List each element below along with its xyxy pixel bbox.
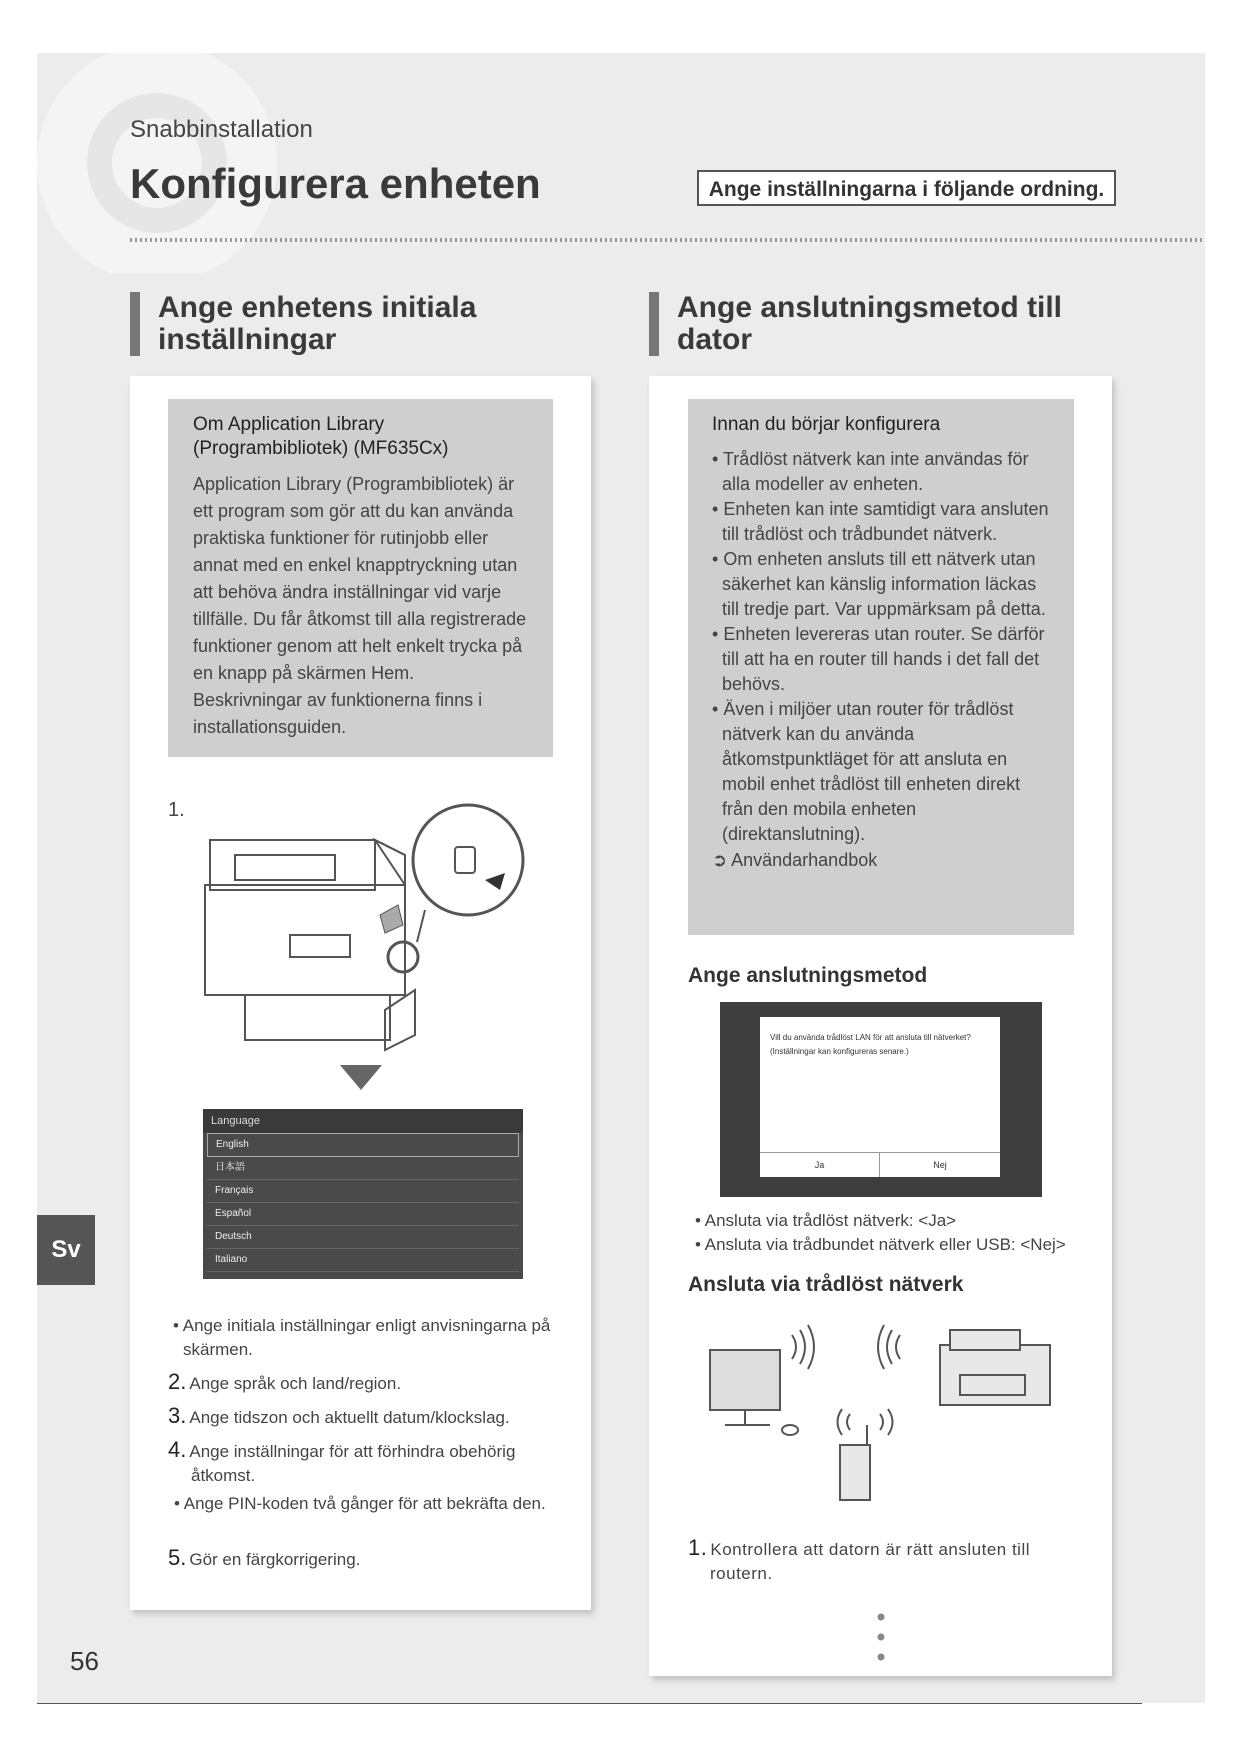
connect-method-heading: Ange anslutningsmetod <box>688 964 928 987</box>
no-button[interactable]: Nej <box>880 1152 1000 1177</box>
wireless-step-1: 1. Kontrollera att datorn är rätt ansluten till routern. <box>688 1535 1031 1583</box>
page-title: Konfigurera enheten <box>130 160 541 207</box>
info-bullet: • Trådlöst nätverk kan inte användas för alla modeller av enheten. <box>712 449 1029 494</box>
language-item[interactable]: Français <box>207 1180 519 1203</box>
language-screen-title: Language <box>203 1109 523 1133</box>
before-you-begin-box <box>688 399 1074 935</box>
manual-link[interactable]: ➲ Användarhandbok <box>712 850 878 870</box>
box-title: Innan du börjar konfigurera <box>712 414 941 435</box>
info-bullet: • Även i miljöer utan router för trådlöst nätverk kan du använda åtkomstpunktläget för att ansluta en mobil enhet trådlöst till enheten direkt från den mobila enheten (direktanslutning). <box>712 699 1021 844</box>
option-wired: • Ansluta via trådbundet nätverk eller USB: <Nej> <box>695 1235 1066 1254</box>
language-item[interactable]: 日本語 <box>207 1157 519 1180</box>
wireless-network-illustration <box>700 1310 1060 1520</box>
language-item[interactable]: Deutsch <box>207 1226 519 1249</box>
page-number: 56 <box>70 1646 99 1676</box>
step-2: 2. Ange språk och land/region. <box>168 1369 402 1394</box>
dialog-question: Vill du använda trådlöst LAN för att ansluta till nätverket? (Inställningar kan konfigureras senare.) <box>770 1033 971 1056</box>
order-note: Ange inställningarna i följande ordning. <box>697 170 1116 206</box>
language-tab: Sv <box>37 1215 95 1285</box>
application-library-box <box>168 399 553 757</box>
language-item[interactable]: English <box>207 1133 519 1157</box>
info-bullet: • Om enheten ansluts till ett nätverk utan säkerhet kan känslig information läckas till tredje part. Var uppmärksam på detta. <box>712 549 1046 619</box>
step-3: 3. Ange tidszon och aktuellt datum/klockslag. <box>168 1403 510 1428</box>
step-4: 4. Ange inställningar för att förhindra obehörig åtkomst. <box>168 1437 516 1485</box>
arrow-down-icon <box>340 1065 382 1090</box>
language-item[interactable]: Italiano <box>207 1249 519 1272</box>
option-wireless: • Ansluta via trådlöst nätverk: <Ja> <box>695 1211 957 1230</box>
step-4-bullet: • Ange PIN-koden två gånger för att bekräfta den. <box>174 1494 546 1513</box>
info-bullet: • Enheten kan inte samtidigt vara ansluten till trådlöst och trådbundet nätverk. <box>712 499 1049 544</box>
box-title-line1: Om Application Library <box>193 414 385 435</box>
printer-illustration <box>195 795 555 1060</box>
language-screen <box>203 1109 523 1279</box>
language-item[interactable]: Español <box>207 1203 519 1226</box>
wireless-dialog-screen <box>720 1002 1042 1197</box>
header-eyebrow: Snabbinstallation <box>130 116 313 143</box>
box-title-line2: (Programbibliotek) (MF635Cx) <box>193 438 449 459</box>
wireless-heading: Ansluta via trådlöst nätverk <box>688 1273 964 1296</box>
info-bullet: • Enheten levereras utan router. Se därför till att ha en router till hands i det fall det behövs. <box>712 624 1045 694</box>
dotted-divider <box>130 238 1205 242</box>
arrow-right-icon: ➲ <box>712 850 728 870</box>
step-5: 5. Gör en färgkorrigering. <box>168 1545 361 1570</box>
box-body: Application Library (Programbibliotek) är ett program som gör att du kan använda praktiska funktioner för rutinjobb eller annat med en enkel knapptryckning utan att behöva ändra inställningar vid varje tillfälle. Du får åtkomst till alla registrerade funktioner genom att helt enkelt trycka på en knapp på skärmen Hem. Beskrivningar av funktionerna finns i installationsguiden. <box>193 474 527 737</box>
footer-rule <box>37 1703 1142 1704</box>
continuation-dots-icon <box>876 1612 886 1672</box>
connection-options <box>695 1209 1093 1257</box>
right-section-heading: Ange anslutningsmetod till dator <box>649 292 1062 356</box>
step-1-number: 1. <box>168 799 185 821</box>
initial-settings-bullet: • Ange initiala inställningar enligt anvisningarna på skärmen. <box>173 1316 551 1359</box>
left-section-heading: Ange enhetens initiala inställningar <box>130 292 476 356</box>
yes-button[interactable]: Ja <box>760 1152 880 1177</box>
